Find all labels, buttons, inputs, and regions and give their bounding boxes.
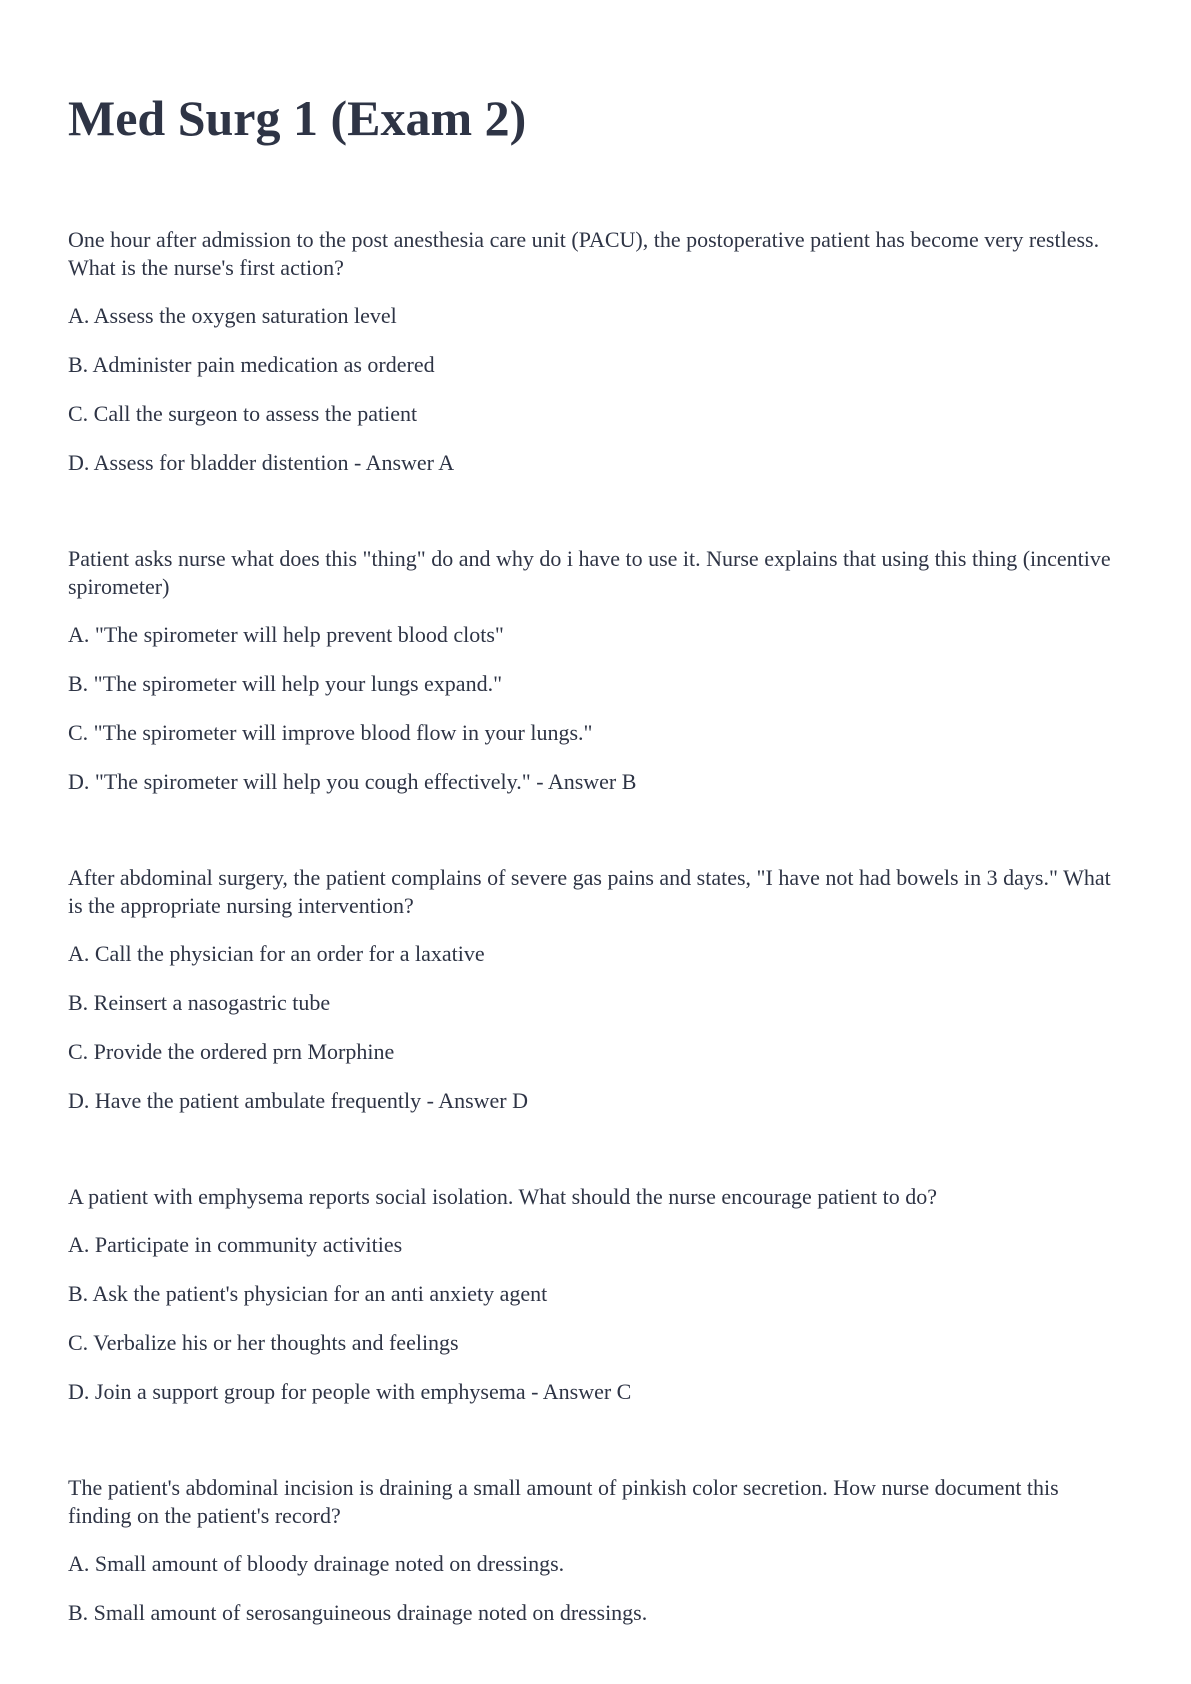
question-text: Patient asks nurse what does this "thing" do and why do i have to use it. Nurse explains that using this thing (incentive spirometer) — [68, 546, 1111, 599]
answer-option: C. Verbalize his or her thoughts and feelings — [68, 1330, 459, 1355]
question-text: The patient's abdominal incision is draining a small amount of pinkish color secretion. How nurse document this finding on the patient's record? — [68, 1475, 1059, 1528]
answer-option: B. Administer pain medication as ordered — [68, 352, 435, 377]
answer-option: A. Call the physician for an order for a laxative — [68, 941, 485, 966]
answer-option: D. "The spirometer will help you cough effectively." - Answer B — [68, 769, 637, 794]
answer-option: D. Join a support group for people with emphysema - Answer C — [68, 1379, 632, 1404]
question-item — [68, 1183, 1123, 1406]
question-item — [68, 1474, 1123, 1627]
answer-option: B. "The spirometer will help your lungs expand." — [68, 671, 503, 696]
document-title: Med Surg 1 (Exam 2) — [68, 90, 527, 146]
answer-option: A. Small amount of bloody drainage noted on dressings. — [68, 1551, 565, 1576]
answer-option: C. "The spirometer will improve blood flow in your lungs." — [68, 720, 593, 745]
answer-option: A. Participate in community activities — [68, 1232, 403, 1257]
answer-option: B. Small amount of serosanguineous drainage noted on dressings. — [68, 1600, 648, 1625]
answer-option: C. Call the surgeon to assess the patient — [68, 401, 418, 426]
answer-option: A. Assess the oxygen saturation level — [68, 303, 397, 328]
answer-option: B. Ask the patient's physician for an anti anxiety agent — [68, 1281, 548, 1306]
answer-option: B. Reinsert a nasogastric tube — [68, 990, 331, 1015]
question-text: After abdominal surgery, the patient complains of severe gas pains and states, "I have not had bowels in 3 days." What is the appropriate nursing intervention? — [68, 865, 1111, 918]
question-item — [68, 226, 1123, 477]
answer-option: D. Have the patient ambulate frequently - Answer D — [68, 1088, 529, 1113]
question-text: One hour after admission to the post anesthesia care unit (PACU), the postoperative patient has become very restless. What is the nurse's first action? — [68, 227, 1100, 280]
answer-option: D. Assess for bladder distention - Answer A — [68, 450, 455, 475]
question-list — [68, 226, 1123, 1627]
question-item — [68, 864, 1123, 1115]
answer-option: C. Provide the ordered prn Morphine — [68, 1039, 395, 1064]
answer-option: A. "The spirometer will help prevent blood clots" — [68, 622, 504, 647]
question-item — [68, 545, 1123, 796]
question-text: A patient with emphysema reports social isolation. What should the nurse encourage patient to do? — [68, 1184, 937, 1209]
